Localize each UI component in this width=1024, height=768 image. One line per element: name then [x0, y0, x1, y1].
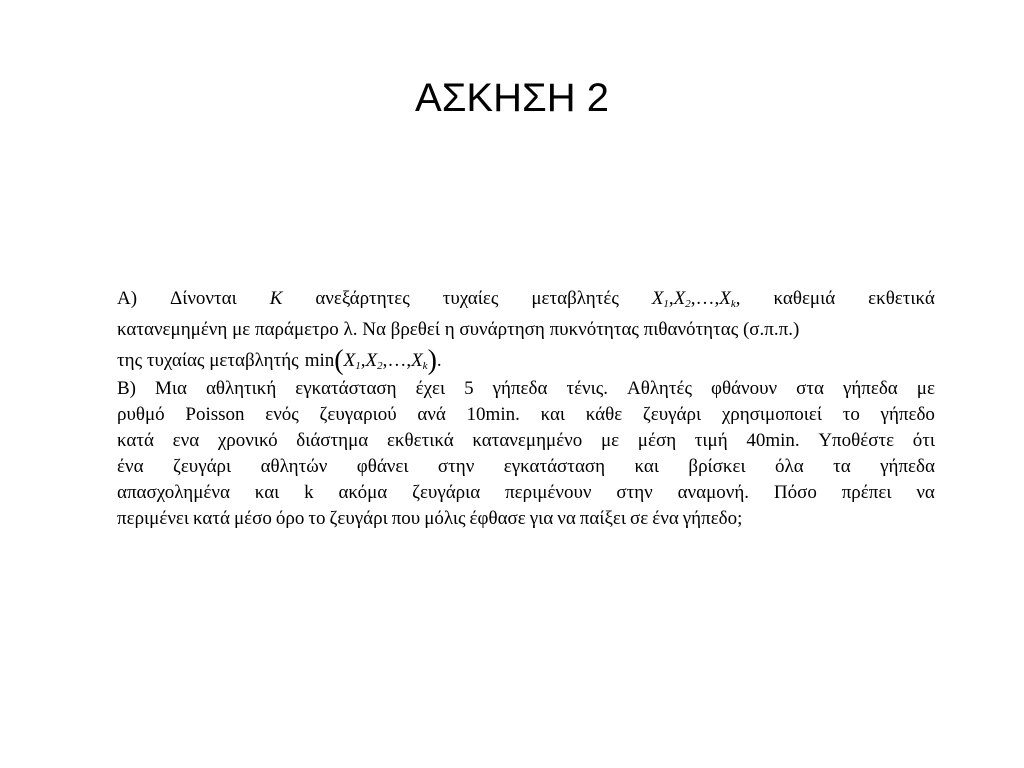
comma: , — [668, 288, 674, 309]
word: εκθετικά — [868, 288, 935, 309]
word: το — [308, 508, 326, 529]
word: όλα — [775, 456, 804, 477]
word: κατανεμημένο — [472, 430, 583, 451]
variable-sequence — [652, 283, 741, 314]
period: . — [436, 350, 442, 371]
word: αθλητών — [260, 456, 328, 477]
line-text: της τυχαίας μεταβλητής — [117, 350, 299, 371]
word: κατά — [117, 430, 154, 451]
subscript: 2 — [377, 360, 383, 372]
word: καθεμιά — [773, 288, 836, 309]
word: ζευγάρι — [642, 404, 702, 425]
word: όρο — [275, 508, 305, 529]
subscript: k — [422, 360, 428, 372]
word: τιμή — [694, 430, 728, 451]
slide-title: ΑΣΚΗΣΗ 2 — [415, 76, 609, 120]
word: φθάνουν — [710, 378, 778, 399]
word: γήπεδα — [842, 378, 898, 399]
word: απασχολημένα — [117, 482, 230, 503]
word: ακόμα — [338, 482, 388, 503]
word: εγκατάσταση — [503, 456, 606, 477]
word: αθλητική — [205, 378, 277, 399]
word: ανεξάρτητες — [315, 288, 410, 309]
word: γήπεδο; — [682, 508, 743, 529]
word: Μια — [155, 378, 187, 399]
word: μέση — [637, 430, 677, 451]
word: ζευγάρι — [172, 456, 232, 477]
word: που — [391, 508, 421, 529]
word: διάστημα — [296, 430, 369, 451]
min-function: min — [304, 350, 335, 371]
var-x: X — [365, 350, 378, 371]
word: εγκατάσταση — [295, 378, 397, 399]
min-expression — [305, 345, 442, 376]
word: για — [529, 508, 554, 529]
word: μόλις — [424, 508, 466, 529]
comma: , — [735, 288, 741, 309]
word: και — [634, 456, 659, 477]
word: περιμένουν — [505, 482, 592, 503]
word: k — [304, 482, 314, 503]
var-x: X — [411, 350, 423, 371]
word: ένα — [652, 508, 679, 529]
line-text: κατανεμημένη με παράμετρο λ. Να βρεθεί η συνάρτηση πυκνότητας πιθανότητας (σ.π.π.) — [117, 319, 800, 340]
var-x: X — [673, 288, 686, 309]
word: σε — [630, 508, 649, 529]
word: 5 — [464, 378, 474, 399]
var-x: X — [719, 288, 731, 309]
exercise-body — [117, 283, 935, 532]
part-a — [117, 283, 935, 376]
word: 40min. — [746, 430, 800, 451]
word: Poisson — [185, 404, 245, 425]
var-x: X — [343, 350, 356, 371]
word: κατά — [193, 508, 230, 529]
word: Δίνονται — [170, 288, 237, 309]
ellipsis: ,…, — [690, 288, 720, 309]
word: γήπεδα — [880, 456, 935, 477]
word: με — [916, 378, 935, 399]
word: και — [540, 404, 566, 425]
word: ζευγαριού — [319, 404, 397, 425]
word: φθάνει — [356, 456, 409, 477]
word: μέσο — [233, 508, 272, 529]
word: στην — [437, 456, 475, 477]
word: A) — [117, 288, 138, 309]
word: τα — [833, 456, 851, 477]
word: παίξει — [579, 508, 627, 529]
word: Πόσο — [773, 482, 817, 503]
word: βρίσκει — [688, 456, 746, 477]
part-a-line-1 — [117, 283, 935, 314]
word: με — [600, 430, 620, 451]
part-b — [117, 376, 935, 532]
word: γήπεδα — [492, 378, 548, 399]
part-b-line — [117, 428, 935, 454]
word: ρυθμό — [117, 404, 165, 425]
word: πρέπει — [841, 482, 892, 503]
word: τυχαίες — [442, 288, 499, 309]
word: εκθετικά — [386, 430, 454, 451]
word: αναμονή. — [677, 482, 750, 503]
word: περιμένει — [117, 508, 190, 529]
word: 10min. — [466, 404, 520, 425]
variable-k: K — [269, 288, 283, 309]
part-a-line-3 — [117, 345, 935, 376]
word: ανά — [417, 404, 446, 425]
word: Υποθέστε — [818, 430, 895, 451]
comma: , — [360, 350, 366, 371]
subscript: k — [730, 298, 736, 310]
close-paren: ) — [427, 345, 437, 376]
word: τένις. — [566, 378, 609, 399]
word: να — [557, 508, 576, 529]
subscript: 1 — [663, 298, 669, 310]
subscript: 1 — [355, 360, 361, 372]
part-b-line — [117, 480, 935, 506]
word: και — [254, 482, 280, 503]
word: B) — [117, 378, 136, 399]
subscript: 2 — [685, 298, 691, 310]
word: στην — [616, 482, 653, 503]
part-b-line — [117, 454, 935, 480]
part-b-line — [117, 376, 935, 402]
word: μεταβλητές — [531, 288, 619, 309]
part-a-line-2 — [117, 314, 935, 345]
word: ενα — [172, 430, 200, 451]
word: Αθλητές — [627, 378, 692, 399]
word: χρονικό — [217, 430, 278, 451]
word: το — [842, 404, 860, 425]
word: ζευγάρι — [329, 508, 388, 529]
word: στα — [796, 378, 824, 399]
part-b-line — [117, 402, 935, 428]
part-b-line — [117, 506, 935, 532]
word: γήπεδο — [880, 404, 935, 425]
word: ζευγάρια — [412, 482, 481, 503]
word: κάθε — [585, 404, 623, 425]
open-paren: ( — [334, 345, 344, 376]
var-x: X — [651, 288, 664, 309]
word: έχει — [415, 378, 446, 399]
word: να — [916, 482, 935, 503]
word: ότι — [912, 430, 935, 451]
word: ένα — [117, 456, 144, 477]
word: ενός — [265, 404, 299, 425]
ellipsis: ,…, — [382, 350, 412, 371]
word: χρησιμοποιεί — [721, 404, 822, 425]
word: έφθασε — [469, 508, 526, 529]
